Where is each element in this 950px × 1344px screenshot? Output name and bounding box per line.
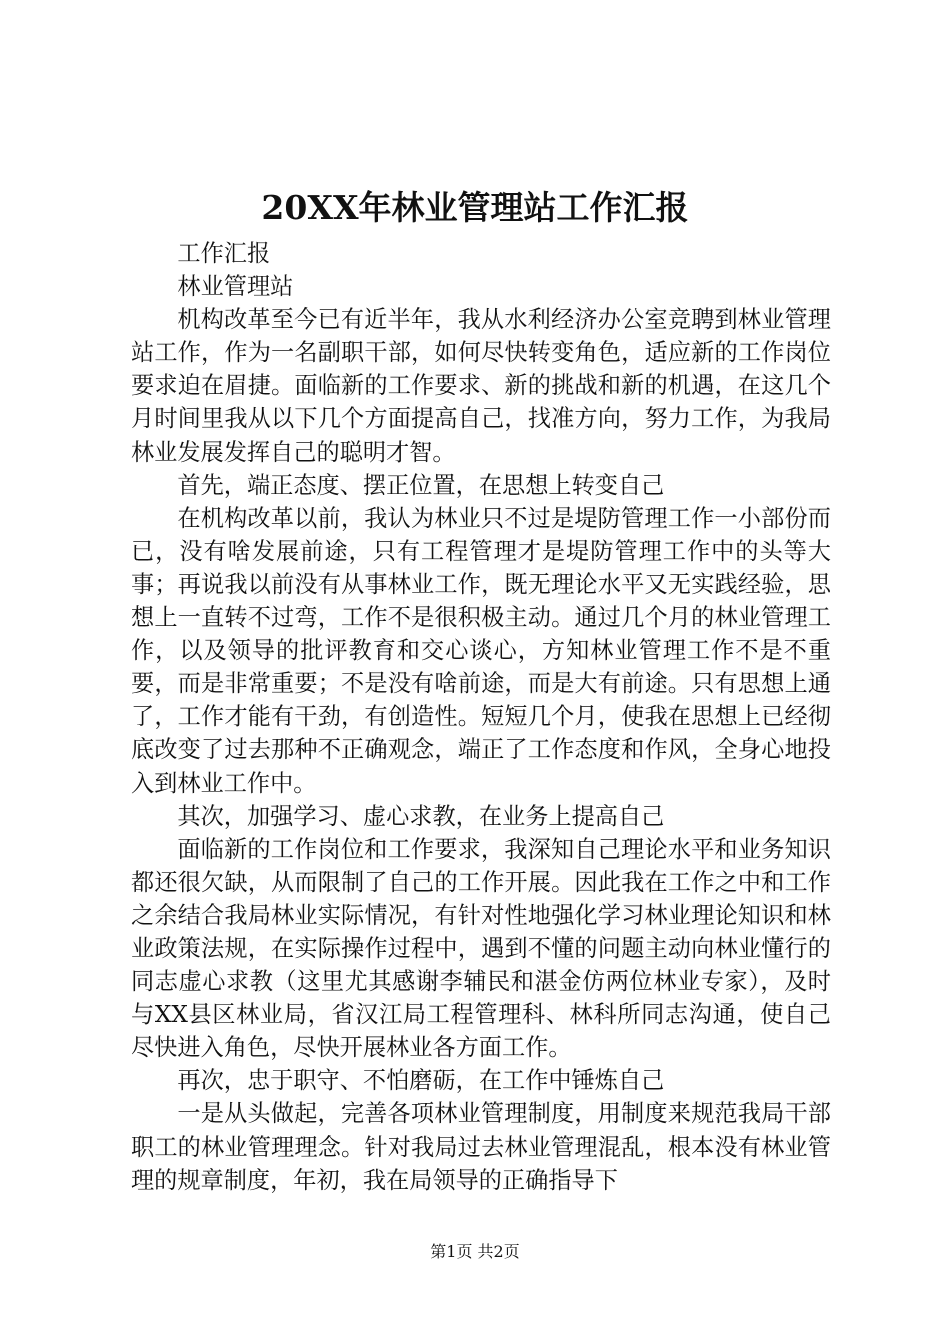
paragraph-intro: 机构改革至今已有近半年，我从水利经济办公室竞聘到林业管理站工作，作为一名副职干部，如何尽快转变角色，适应新的工作岗位要求迫在眉捷。面临新的工作要求、新的挑战和新的机遇，在这几个月时间里我从以下几个方面提高自己，找准方向，努力工作，为我局林业发展发挥自己的聪明才智。 (131, 306, 831, 466)
document-title: 20XX年林业管理站工作汇报 (261, 188, 689, 227)
section-heading-first: 首先，端正态度、摆正位置，在思想上转变自己 (177, 471, 665, 499)
paragraph-second: 面临新的工作岗位和工作要求，我深知自己理论水平和业务知识都还很欠缺，从而限制了自己的工作开展。因此我在工作之中和工作之余结合我局林业实际情况，有针对性地强化学习林业理论知识和林业政策法规，在实际操作过程中，遇到不懂的问题主动向林业懂行的同志虚心求教（这里尤其感谢李辅民和湛金仿两位林业专家），及时与XX县区林业局，省汉江局工程管理科、林科所同志沟通，使自己尽快进入角色，尽快开展林业各方面工作。 (131, 835, 831, 1062)
paragraph-third: 一是从头做起，完善各项林业管理制度，用制度来规范我局干部职工的林业管理理念。针对我局过去林业管理混乱，根本没有林业管理的规章制度，年初，我在局领导的正确指导下 (131, 1100, 831, 1194)
paragraph-heading-report: 工作汇报 (177, 240, 271, 267)
section-heading-third: 再次，忠于职守、不怕磨砺，在工作中锤炼自己 (177, 1067, 665, 1095)
page-footer: 第1页 共2页 (430, 1242, 520, 1261)
paragraph-heading-station: 林业管理站 (177, 273, 294, 301)
paragraph-first: 在机构改革以前，我认为林业只不过是堤防管理工作一小部份而已，没有啥发展前途，只有工程管理才是堤防管理工作中的头等大事；再说我以前没有从事林业工作，既无理论水平又无实践经验，思想上一直转不过弯，工作不是很积极主动。通过几个月的林业管理工作，以及领导的批评教育和交心谈心，方知林业管理工作不是不重要，而是非常重要；不是没有啥前途，而是大有前途。只有思想上通了，工作才能有干劲，有创造性。短短几个月，使我在思想上已经彻底改变了过去那种不正确观念，端正了工作态度和作风，全身心地投入到林业工作中。 (131, 504, 831, 797)
section-heading-second: 其次，加强学习、虚心求教，在业务上提高自己 (177, 802, 665, 830)
document-body (131, 237, 831, 1197)
